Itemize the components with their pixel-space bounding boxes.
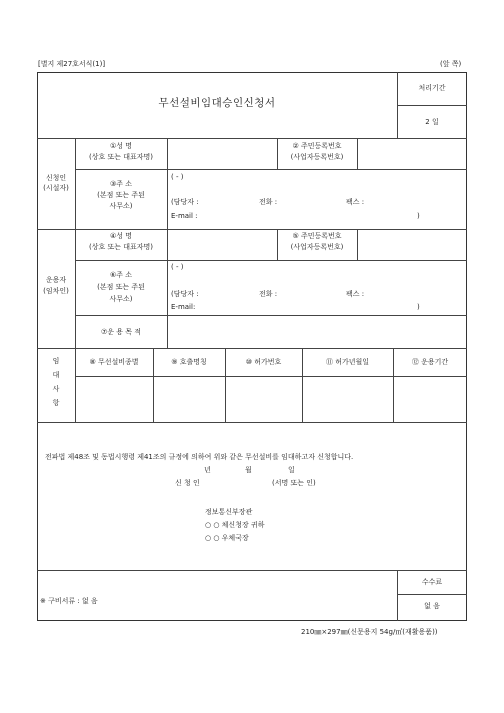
license-date-field[interactable] (303, 377, 392, 421)
form-number: [별지 제27호서식(1)] (38, 60, 106, 68)
purpose-label: ⑦운 용 목 적 (101, 328, 141, 336)
applicant-section-sublabel: (시설자) (43, 184, 69, 192)
rule (37, 570, 467, 571)
column-operation-period: ⑫ 운용기간 (411, 358, 449, 366)
applicant-address-sublabel: 사무소) (109, 202, 133, 210)
phone-label: 전화 : (259, 198, 278, 206)
license-number-field[interactable] (226, 377, 301, 421)
applicant-name-label: ①성 명 (109, 142, 133, 150)
applicant-id-label: ② 주민등록번호 (292, 142, 342, 150)
lease-section-label: 임 (52, 357, 60, 365)
user-address-field[interactable] (168, 261, 466, 314)
user-name-field[interactable] (168, 230, 276, 259)
address-close-paren: ) (417, 303, 420, 311)
signature-note: (서명 또는 인) (272, 479, 316, 487)
user-address-sublabel: 사무소) (109, 295, 133, 303)
user-id-label: ⑤ 주민등록번호 (292, 232, 342, 240)
rule (37, 422, 467, 423)
user-id-field[interactable] (358, 230, 466, 259)
lease-section-label: 사 (52, 385, 60, 393)
addressee-post-office: ○ ○ 우체국장 (205, 534, 249, 542)
equipment-type-field[interactable] (76, 377, 152, 421)
addressee-minister: 정보통신부장관 (205, 508, 253, 516)
column-license-number: ⑩ 허가번호 (245, 358, 282, 366)
processing-value: 2 일 (425, 118, 439, 126)
user-section-label: 운용자 (45, 276, 67, 284)
rule (397, 594, 467, 595)
user-id-sublabel: (사업자등록번호) (290, 243, 344, 251)
postal-code-slot: ( - ) (171, 263, 184, 271)
contact-person-label: (담당자 : (171, 198, 199, 206)
applicant-name-sublabel: (상호 또는 대표자명) (88, 153, 153, 161)
user-section-sublabel: (임차인) (43, 287, 69, 295)
user-name-label: ④성 명 (109, 232, 133, 240)
lease-section-label: 항 (52, 399, 60, 407)
lease-section-label: 대 (52, 371, 60, 379)
user-name-sublabel: (상호 또는 대표자명) (88, 243, 153, 251)
declaration-text: 전파법 제48조 및 동법시행령 제41조의 규정에 의하여 위와 같은 무선설비를 임대하고자 신청합니다. (45, 453, 354, 461)
applicant-id-sublabel: (사업자등록번호) (290, 153, 344, 161)
paper-spec: 210㎜×297㎜(신문용지 54g/㎡(재활용품)) (301, 628, 438, 636)
operation-period-field[interactable] (394, 377, 466, 421)
applicant-name-field[interactable] (168, 139, 276, 168)
applicant-id-field[interactable] (358, 139, 466, 168)
addressee-postal-office: ○ ○ 체신청장 귀하 (205, 521, 265, 529)
form-title: 무선설비임대승인신청서 (158, 97, 276, 109)
user-address-label: ⑥주 소 (109, 271, 133, 279)
email-label: E-mail : (171, 212, 198, 220)
applicant-address-field[interactable] (168, 170, 466, 228)
postal-code-slot: ( - ) (171, 173, 184, 181)
fee-value: 없 음 (424, 602, 440, 610)
date-year-label: 년 (204, 466, 211, 474)
signer-label: 신 청 인 (175, 479, 200, 487)
fax-label: 팩스 : (346, 198, 365, 206)
applicant-section-label: 신청인 (45, 174, 67, 182)
fax-label: 팩스 : (346, 290, 365, 298)
purpose-field[interactable] (168, 316, 466, 347)
fee-label: 수수료 (421, 578, 443, 586)
column-license-date: ⑪ 허가년월일 (325, 358, 370, 366)
rule (397, 105, 467, 106)
rule (37, 348, 467, 349)
email-label: E-mail: (171, 303, 196, 311)
date-day-label: 일 (288, 466, 295, 474)
required-documents: ※ 구비서류 : 없 음 (40, 597, 98, 605)
page-side: (앞 쪽) (440, 60, 462, 68)
address-close-paren: ) (417, 212, 420, 220)
date-month-label: 월 (245, 466, 252, 474)
rule (397, 72, 398, 138)
call-sign-field[interactable] (154, 377, 224, 421)
column-equipment-type: ⑧ 무선설비종별 (89, 358, 139, 366)
applicant-address-label: ③주 소 (109, 180, 133, 188)
applicant-address-sublabel: (본점 또는 주된 (97, 191, 145, 199)
contact-person-label: (담당자 : (171, 290, 199, 298)
column-call-sign: ⑨ 호출명칭 (171, 358, 207, 366)
phone-label: 전화 : (259, 290, 278, 298)
user-address-sublabel: (본점 또는 주된 (97, 283, 145, 291)
processing-label: 처리기간 (418, 84, 446, 92)
